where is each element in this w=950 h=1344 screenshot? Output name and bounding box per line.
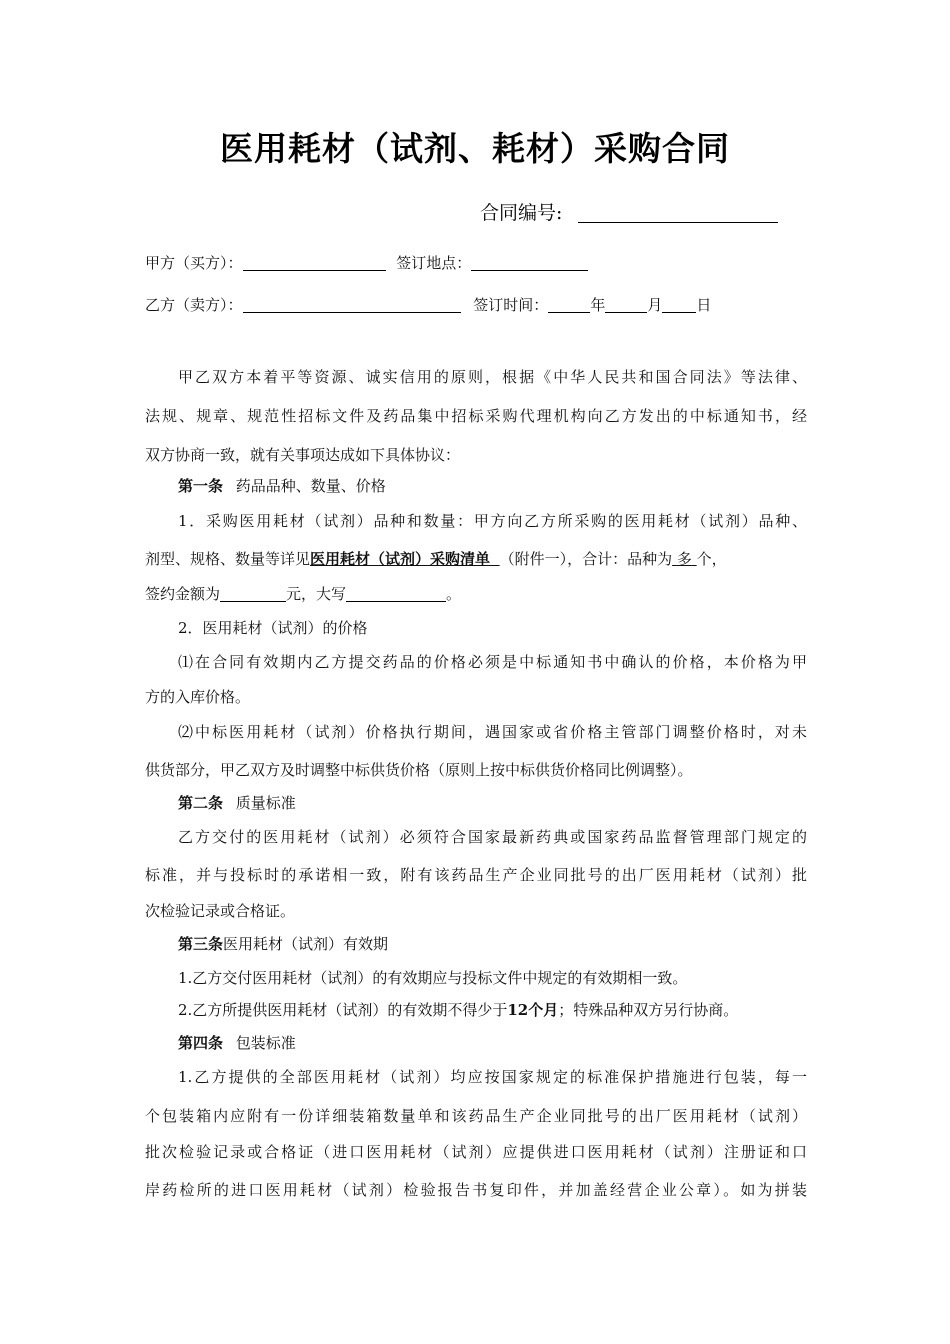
article-2-para: 乙方交付的医用耗材（试剂）必须符合国家最新药典或国家药品监督管理部门规定的 xyxy=(178,828,807,846)
preamble-line: 甲乙双方本着平等资源、诚实信用的原则，根据《中华人民共和国合同法》等法律、 xyxy=(178,368,807,386)
article-1-para: 供货部分，甲乙双方及时调整中标供货价格（原则上按中标供货价格同比例调整）。 xyxy=(145,761,693,779)
article-3-heading xyxy=(145,933,388,955)
party-b-label: 乙方（卖方）： xyxy=(145,296,243,314)
year-label: 年 xyxy=(590,296,606,314)
article-4-para: 1.乙方提供的全部医用耗材（试剂）均应按国家规定的标准保护措施进行包装，每一 xyxy=(178,1068,807,1086)
article-1-para xyxy=(145,548,727,570)
text-span: 2.乙方所提供医用耗材（试剂）的有效期不得少于 xyxy=(178,1001,508,1019)
article-1-subheading: 2．医用耗材（试剂）的价格 xyxy=(178,619,368,637)
article-3-item: 1.乙方交付医用耗材（试剂）的有效期应与投标文件中规定的有效期相一致。 xyxy=(178,969,688,987)
signing-month-field[interactable] xyxy=(605,296,647,313)
signing-time-label: 签订时间： xyxy=(473,296,549,314)
signing-place-label: 签订地点： xyxy=(396,254,472,272)
text-span: 。 xyxy=(446,585,462,603)
signing-day-field[interactable] xyxy=(662,296,696,313)
party-a-line xyxy=(145,252,588,273)
contract-amount-field[interactable] xyxy=(220,585,286,602)
article-2-title: 质量标准 xyxy=(235,794,296,812)
article-4-para: 批次检验记录或合格证（进口医用耗材（试剂）应提供进口医用耗材（试剂）注册证和口 xyxy=(145,1143,807,1161)
text-span: （附件一），合计：品种为 xyxy=(499,550,673,568)
day-label: 日 xyxy=(696,296,712,314)
party-b-line xyxy=(145,294,711,315)
article-4-title: 包装标准 xyxy=(235,1034,296,1052)
variety-count-value: 多 xyxy=(676,550,692,568)
party-b-field[interactable] xyxy=(243,296,461,313)
article-1-heading xyxy=(145,475,386,497)
purchase-list-link[interactable]: 医用耗材（试剂）采购清单 xyxy=(310,550,491,568)
preamble-line: 法规、规章、规范性招标文件及药品集中招标采购代理机构向乙方发出的中标通知书，经 xyxy=(145,407,807,425)
contract-number-label: 合同编号: xyxy=(480,202,563,224)
party-a-label: 甲方（买方）： xyxy=(145,254,243,272)
signing-place-field[interactable] xyxy=(471,254,588,271)
article-1-para: 1．采购医用耗材（试剂）品种和数量：甲方向乙方所采购的医用耗材（试剂）品种、 xyxy=(178,512,807,530)
contract-number-line xyxy=(480,198,778,225)
signing-year-field[interactable] xyxy=(548,296,590,313)
article-2-heading xyxy=(145,792,296,814)
article-1-para: ⑴在合同有效期内乙方提交药品的价格必须是中标通知书中确认的价格，本价格为甲 xyxy=(178,653,807,671)
article-1-para: ⑵中标医用耗材（试剂）价格执行期间，遇国家或省价格主管部门调整价格时，对未 xyxy=(178,723,807,741)
article-1-para xyxy=(145,583,461,605)
validity-period: 12个月 xyxy=(507,1001,559,1019)
underline-gap xyxy=(490,550,500,568)
text-span: 剂型、规格、数量等详见 xyxy=(145,550,311,568)
text-span: 个， xyxy=(696,550,727,568)
article-4-heading xyxy=(145,1032,296,1054)
variety-count[interactable] xyxy=(672,550,697,568)
text-span: 元，大写 xyxy=(286,585,347,603)
article-4-para: 个包装箱内应附有一份详细装箱数量单和该药品生产企业同批号的出厂医用耗材（试剂） xyxy=(145,1107,807,1125)
text-span: 签约金额为 xyxy=(145,585,221,603)
article-1-para: 方的入库价格。 xyxy=(145,688,251,706)
text-span: ；特殊品种双方另行协商。 xyxy=(558,1001,739,1019)
amount-in-words-field[interactable] xyxy=(346,585,446,602)
article-3-number: 第三条 xyxy=(178,935,224,953)
month-label: 月 xyxy=(647,296,663,314)
article-2-para: 次检验记录或合格证。 xyxy=(145,902,296,920)
article-1-number: 第一条 xyxy=(178,477,224,495)
preamble-line: 双方协商一致，就有关事项达成如下具体协议： xyxy=(145,446,461,464)
article-2-para: 标准，并与投标时的承诺相一致，附有该药品生产企业同批号的出厂医用耗材（试剂）批 xyxy=(145,866,807,884)
article-3-item xyxy=(145,999,738,1021)
article-3-title: 医用耗材（试剂）有效期 xyxy=(223,935,389,953)
article-4-para: 岸药检所的进口医用耗材（试剂）检验报告书复印件，并加盖经营企业公章）。如为拼装 xyxy=(145,1181,807,1199)
article-2-number: 第二条 xyxy=(178,794,224,812)
party-a-field[interactable] xyxy=(243,254,386,271)
contract-number-field[interactable] xyxy=(578,202,778,223)
article-1-title: 药品品种、数量、价格 xyxy=(235,477,386,495)
document-title: 医用耗材（试剂、耗材）采购合同 xyxy=(220,129,730,168)
article-4-number: 第四条 xyxy=(178,1034,224,1052)
